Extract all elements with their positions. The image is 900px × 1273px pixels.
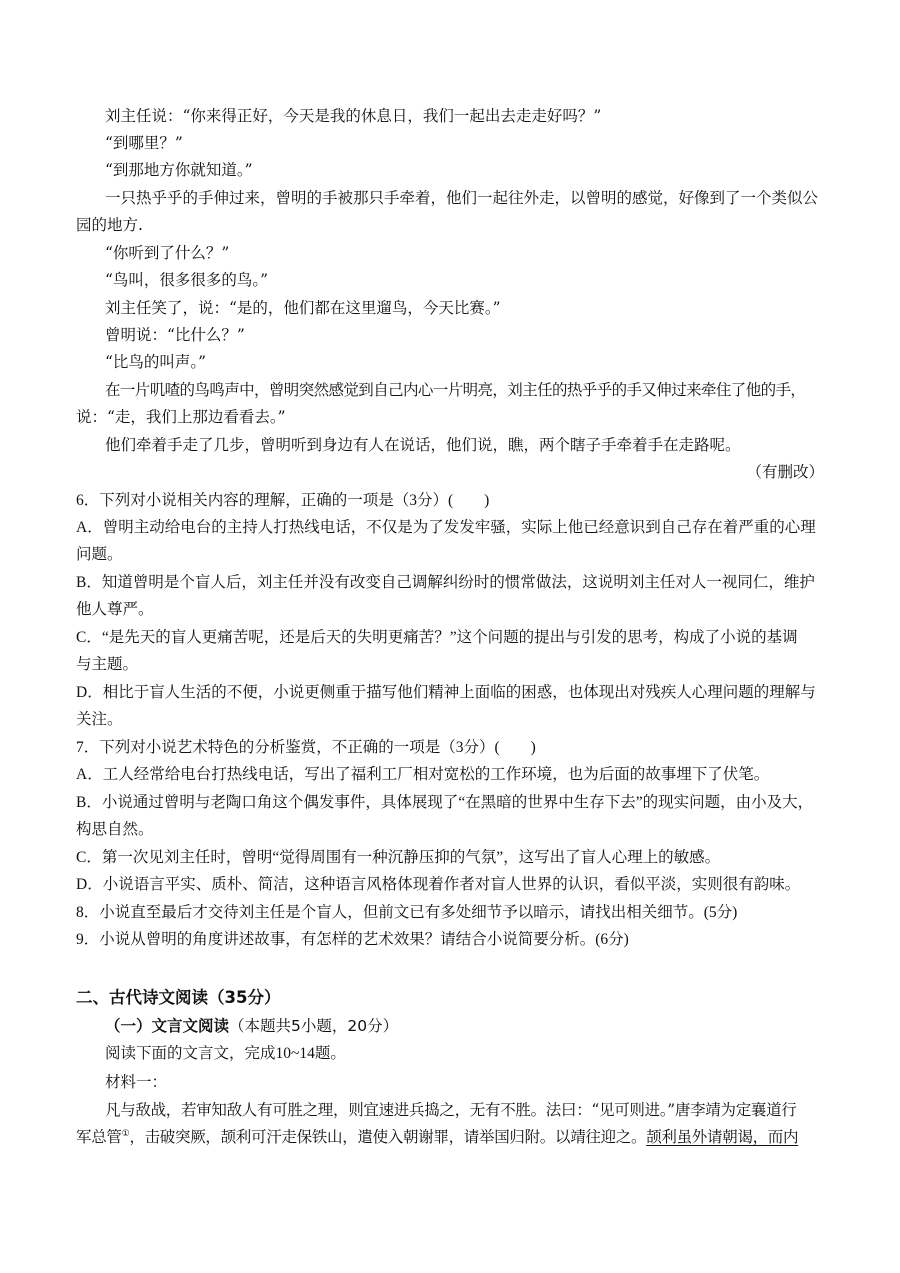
story-paragraph: 曾明说：“比什么？” [105, 326, 245, 344]
story-paragraph: “你听到了什么？” [105, 244, 230, 262]
story-paragraph: “到那地方你就知道。” [105, 161, 253, 179]
question-6: 6．下列对小说相关内容的理解，正确的一项是（3分）( ) [76, 492, 490, 509]
question-6-option-a: A．曾明主动给电台的主持人打热线电话，不仅是为了发发牢骚，实际上他已经意识到自己存在着严重的心理 [76, 519, 816, 536]
question-7-option-d: D．小说语言平实、质朴、简洁，这种语言风格体现着作者对盲人世界的认识，看似平淡，实则很有韵味。 [76, 876, 801, 893]
story-paragraph: 刘主任笑了，说：“是的，他们都在这里遛鸟，今天比赛。” [105, 299, 501, 317]
question-6-option-a-continued: 问题。 [76, 546, 123, 563]
subsection-heading: （一）文言文阅读 [105, 1017, 230, 1035]
text-fragment: ，击破突厥，颉利可汗走保铁山，遣使入朝谢罪，请举国归附。以靖往迎之。 [129, 1128, 647, 1146]
question-6-option-d-continued: 关注。 [76, 711, 123, 728]
footnote-marker: ① [121, 1129, 130, 1139]
question-8: 8．小说直至最后才交待刘主任是个盲人，但前文已有多处细节予以暗示，请找出相关细节。(5分) [76, 904, 738, 921]
story-paragraph: 一只热乎乎的手伸过来，曾明的手被那只手牵着，他们一起往外走，以曾明的感觉，好像到了一个类似公 [105, 189, 819, 207]
question-6-option-b-continued: 他人尊严。 [76, 601, 154, 618]
question-6-option-c-continued: 与主题。 [76, 656, 139, 673]
story-paragraph: “到哪里？” [105, 134, 183, 152]
story-paragraph: “鸟叫，很多很多的鸟。” [105, 271, 269, 289]
question-7-option-a: A．工人经常给电台打热线电话，写出了福利工厂相对宽松的工作环境，也为后面的故事埋下了伏笔。 [76, 766, 770, 783]
question-6-option-d: D．相比于盲人生活的不便，小说更侧重于描写他们精神上面临的困惑，也体现出对残疾人心理问题的理解与 [76, 684, 816, 701]
story-paragraph: 刘主任说：“你来得正好，今天是我的休息日，我们一起出去走走好吗？” [105, 107, 602, 125]
story-paragraph-continued: 说：“走，我们上那边看看去。” [76, 408, 286, 426]
subsection-note: （本题共5小题，20分） [229, 1017, 399, 1035]
story-paragraph: 在一片叽喳的鸟鸣声中，曾明突然感觉到自己内心一片明亮，刘主任的热乎乎的手又伸过来牵住了他的手， [105, 381, 806, 399]
question-6-option-c: C．“是先天的盲人更痛苦呢，还是后天的失明更痛苦？”这个问题的提出与引发的思考，构成了小说的基调 [76, 629, 798, 646]
question-7-option-b: B．小说通过曾明与老陶口角这个偶发事件，具体展现了“在黑暗的世界中生存下去”的现实问题，由小及大， [76, 794, 814, 811]
question-6-option-b: B．知道曾明是个盲人后，刘主任并没有改变自己调解纠纷时的惯常做法，这说明刘主任对人一视同仁，维护 [76, 574, 815, 591]
text-fragment: 军总管 [76, 1128, 122, 1146]
question-7-option-b-continued: 构思自然。 [76, 821, 154, 838]
story-paragraph-continued: 园的地方. [76, 216, 143, 234]
question-9: 9．小说从曾明的角度讲述故事，有怎样的艺术效果？请结合小说简要分析。(6分) [76, 931, 629, 948]
adaptation-note: （有删改） [746, 463, 824, 481]
story-paragraph: 他们牵着手走了几步，曾明听到身边有人在说话，他们说，瞧，两个瞎子手牵着手在走路呢。 [105, 436, 741, 454]
story-paragraph: “比鸟的叫声。” [105, 353, 207, 371]
reading-instruction: 阅读下面的文言文，完成10~14题。 [105, 1045, 346, 1062]
question-7-option-c: C．第一次见刘主任时，曾明“觉得周围有一种沉静压抑的气氛”，这写出了盲人心理上的敏感。 [76, 849, 721, 866]
underlined-sentence: 颉利虽外请朝谒，而内 [646, 1128, 799, 1146]
subsection-title [105, 1016, 828, 1036]
section-title: 二、古代诗文阅读（35分） [76, 988, 281, 1007]
classical-text-continued [76, 1127, 828, 1147]
classical-text: 凡与敌战，若审知敌人有可胜之理，则宜速进兵捣之，无有不胜。法曰：“见可则进。”唐李靖为定襄道行 [105, 1101, 797, 1119]
question-7: 7．下列对小说艺术特色的分析鉴赏，不正确的一项是（3分）( ) [76, 739, 536, 756]
material-label: 材料一： [105, 1073, 168, 1091]
